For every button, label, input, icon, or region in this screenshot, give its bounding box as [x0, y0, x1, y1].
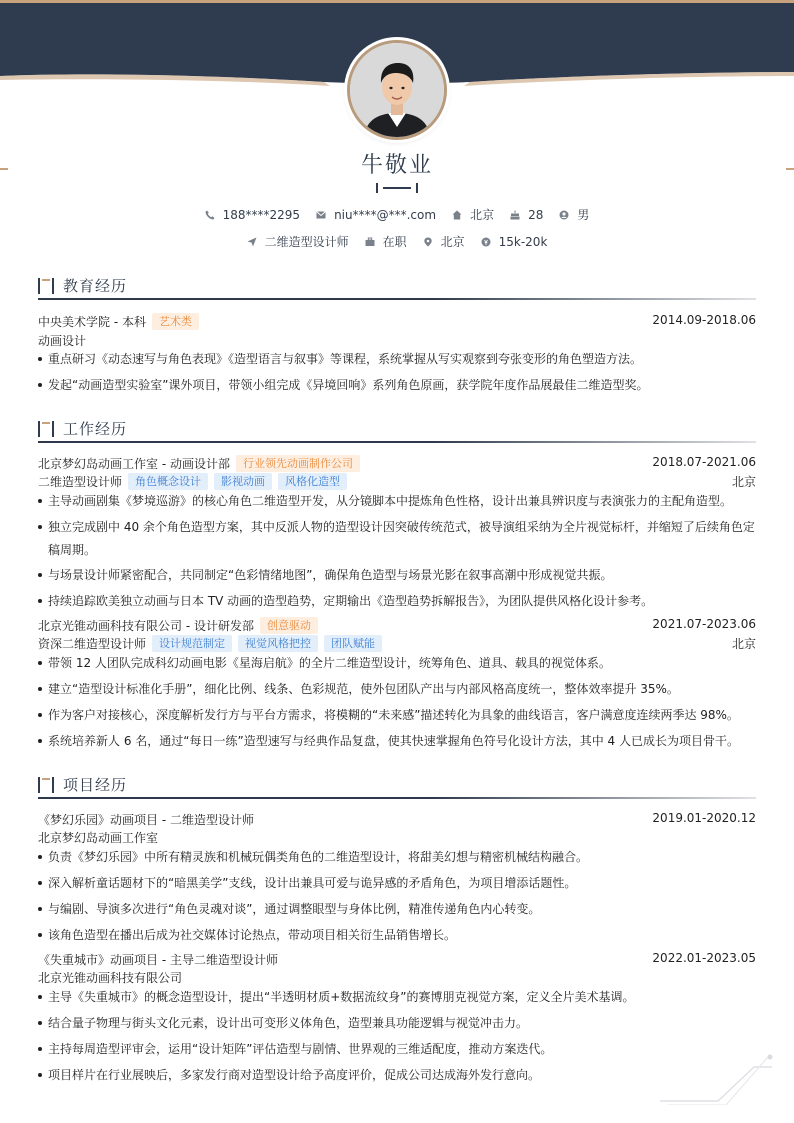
section-bracket-ornament [38, 777, 56, 793]
company-tag: 行业领先动画制作公司 [236, 455, 360, 472]
work-entry-header [38, 616, 756, 634]
work-bullet-continuation: 稿周期。 [48, 543, 97, 557]
education-date: 2014.09-2018.06 [652, 313, 756, 327]
work-role-row [38, 634, 756, 652]
project-org: 北京光锥动画科技有限公司 [38, 971, 183, 985]
skill-tag: 视觉风格把控 [238, 635, 318, 652]
company-name: 北京梦幻岛动画工作室 - 动画设计部 [38, 456, 230, 471]
work-location: 北京 [731, 475, 756, 489]
company-name: 北京光锥动画科技有限公司 - 设计研发部 [38, 618, 254, 633]
section-bracket-ornament [38, 278, 56, 294]
work-bullet: 系统培养新人 6 名，通过“每日一练”造型速写与经典作品复盘，使其快速掌握角色符号化设计方法，其中 4 人已成长为项目骨干。 [38, 730, 756, 752]
target-job-item [247, 233, 349, 250]
age-item [510, 208, 543, 222]
school-name: 中央美术学院 - 本科 [38, 314, 146, 329]
project-bullet: 结合量子物理与街头文化元素，设计出可变形义体角色，造型兼具功能逻辑与视觉冲击力。 [38, 1012, 756, 1034]
gender-item [559, 206, 589, 223]
location-text: 北京 [470, 208, 495, 222]
candidate-name: 牛敬业 [360, 153, 433, 178]
project-bullet: 项目样片在行业展映后，多家发行商对造型设计给予高度评价，促成公司达成海外发行意向。 [38, 1064, 756, 1086]
project-bullet: 深入解析童话题材下的“暗黑美学”支线，设计出兼具可爱与诡异感的矛盾角色，为项目增添话题性。 [38, 872, 756, 894]
school-tag: 艺术类 [152, 313, 199, 330]
money-icon [481, 237, 491, 247]
status-text: 在职 [382, 235, 407, 249]
work-bullet: 独立完成剧中 40 余个角色造型方案，其中反派人物的造型设计因突破传统范式，被导演组采纳为全片视觉标杆，并缩短了后续角色定 [38, 516, 756, 538]
section-rule [38, 797, 756, 799]
job-intent-row [0, 233, 794, 250]
project-entry-header [38, 950, 756, 968]
mail-icon [316, 210, 326, 220]
project-org: 北京梦幻岛动画工作室 [38, 831, 159, 845]
work-date: 2018.07-2021.06 [652, 455, 756, 469]
phone-text: 188****2295 [222, 207, 301, 222]
pin-icon [423, 237, 433, 247]
section-title: 工作经历 [63, 420, 128, 438]
work-date: 2021.07-2023.06 [652, 617, 756, 631]
section-bracket-ornament [38, 421, 56, 437]
salary-item [481, 235, 548, 249]
target-city-text: 北京 [440, 235, 465, 249]
major-name: 动画设计 [38, 334, 87, 348]
status-item [365, 233, 407, 250]
work-bullet: 持续追踪欧美独立动画与日本 TV 动画的造型趋势，定期输出《造型趋势拆解报告》，为团队提供风格化设计参考。 [38, 590, 756, 612]
company-tag: 创意驱动 [260, 617, 318, 634]
work-bullet: 作为客户对接核心，深度解析发行方与平台方需求，将模糊的“未来感”描述转化为具象的曲线语言，客户满意度连续两季达 98%。 [38, 704, 756, 726]
email-text: niu****@***.com [334, 207, 437, 222]
project-date: 2019.01-2020.12 [652, 811, 756, 825]
phone-icon [205, 210, 215, 220]
skill-tag: 团队赋能 [324, 635, 382, 652]
project-entry-header [38, 810, 756, 828]
corner-line-ornament [656, 1045, 776, 1105]
work-location: 北京 [731, 637, 756, 651]
project-bullet: 主持每周造型评审会，运用“设计矩阵”评估造型与剧情、世界观的三维适配度，推动方案迭代。 [38, 1038, 756, 1060]
location-item [452, 206, 494, 223]
education-bullet: 发起“动画造型实验室”课外项目，带领小组完成《异境回响》系列角色原画，获学院年度作品展最佳二维造型奖。 [38, 374, 756, 396]
age-text: 28 [528, 207, 544, 222]
cake-icon [510, 210, 520, 220]
email-item [316, 208, 436, 222]
salary-text: 15k-20k [498, 234, 548, 249]
work-role-row [38, 472, 756, 490]
work-bullet: 带领 12 人团队完成科幻动画电影《星海启航》的全片二维造型设计，统筹角色、道具、载具的视觉体系。 [38, 652, 756, 674]
project-title: 《失重城市》动画项目 - 主导二维造型设计师 [38, 952, 278, 967]
work-bullet: 与场景设计师紧密配合，共同制定“色彩情绪地图”，确保角色造型与场景光影在叙事高潮中形成视觉共振。 [38, 564, 756, 586]
name-divider-ornament [376, 182, 418, 194]
phone-item [205, 208, 300, 222]
project-bullet: 负责《梦幻乐园》中所有精灵族和机械玩偶类角色的二维造型设计，将甜美幻想与精密机械结构融合。 [38, 846, 756, 868]
project-title: 《梦幻乐园》动画项目 - 二维造型设计师 [38, 812, 254, 827]
work-bullet: 建立“造型设计标准化手册”，细化比例、线条、色彩规范，使外包团队产出与内部风格高度统一，整体效率提升 35%。 [38, 678, 756, 700]
role-name: 资深二维造型设计师 [38, 636, 147, 651]
project-bullet: 主导《失重城市》的概念造型设计，提出“半透明材质+数据流纹身”的赛博朋克视觉方案，定义全片美术基调。 [38, 986, 756, 1008]
target-job-text: 二维造型设计师 [264, 235, 349, 249]
skill-tag: 角色概念设计 [128, 473, 208, 490]
projects-section-header [38, 771, 756, 799]
section-rule [38, 298, 756, 300]
project-date: 2022.01-2023.05 [652, 951, 756, 965]
skill-tag: 风格化造型 [278, 473, 347, 490]
target-city-item [423, 233, 465, 250]
gender-text: 男 [577, 208, 590, 222]
skill-tag: 设计规范制定 [152, 635, 232, 652]
section-rule [38, 441, 756, 443]
work-entry-header [38, 454, 756, 472]
education-entry-header [38, 312, 756, 330]
avatar [347, 40, 447, 140]
project-bullet: 与编剧、导演多次进行“角色灵魂对谈”，通过调整眼型与身体比例，精准传递角色内心转变。 [38, 898, 756, 920]
briefcase-icon [365, 237, 375, 247]
home-icon [452, 210, 462, 220]
work-section-header [38, 415, 756, 443]
skill-tag: 影视动画 [214, 473, 272, 490]
gender-icon [559, 210, 569, 220]
project-bullet: 该角色造型在播出后成为社交媒体讨论热点，带动项目相关衍生品销售增长。 [38, 924, 756, 946]
role-name: 二维造型设计师 [38, 474, 123, 489]
contact-info-row [0, 206, 794, 223]
section-title: 教育经历 [63, 277, 128, 295]
education-section-header [38, 272, 756, 300]
section-title: 项目经历 [63, 776, 128, 794]
education-bullet: 重点研习《动态速写与角色表现》《造型语言与叙事》等课程，系统掌握从写实观察到夸张变形的角色塑造方法。 [38, 348, 756, 370]
send-icon [247, 237, 257, 247]
work-bullet: 主导动画剧集《梦境巡游》的核心角色二维造型开发，从分镜脚本中提炼角色性格，设计出兼具辨识度与表演张力的主配角造型。 [38, 490, 756, 512]
